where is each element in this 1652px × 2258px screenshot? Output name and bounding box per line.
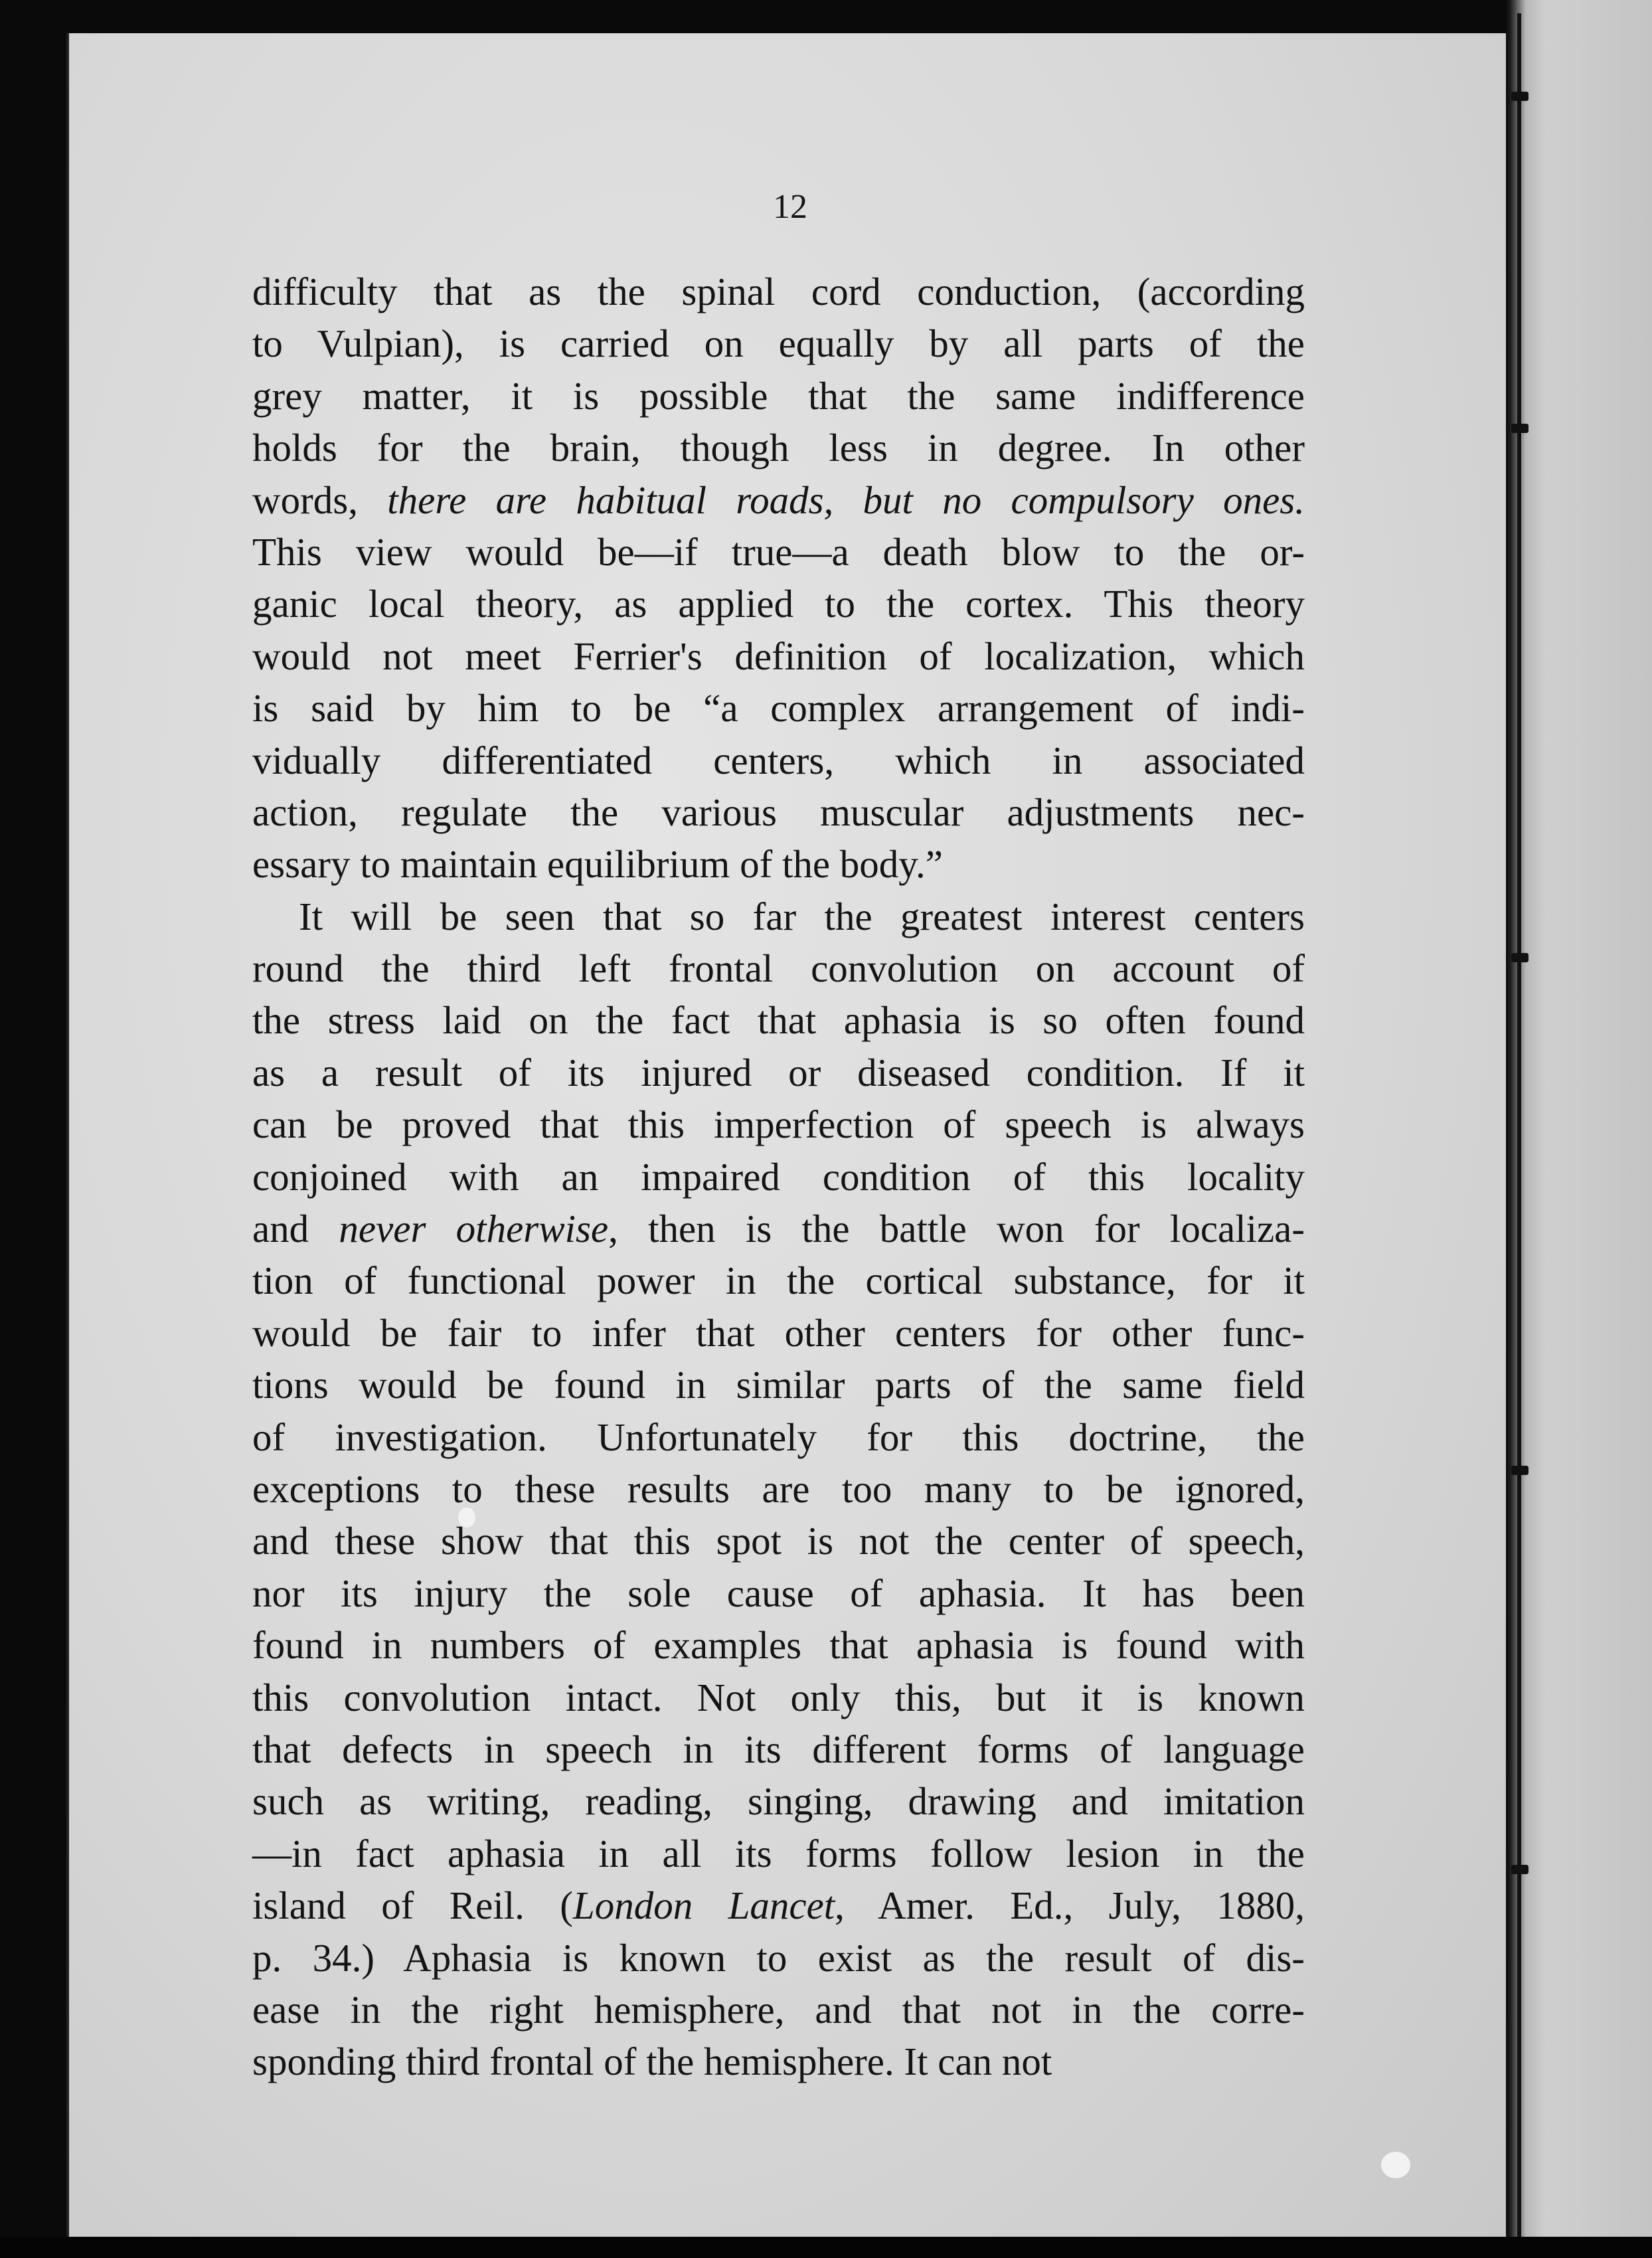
text-run: ganic local theory, as applied to the cortex. This theory xyxy=(252,582,1305,626)
text-line xyxy=(252,1879,1305,1931)
text-line xyxy=(252,1047,1305,1098)
binding-stitch xyxy=(1511,1466,1528,1475)
text-line xyxy=(252,994,1305,1046)
text-run: found in numbers of examples that aphasia is found with xyxy=(252,1623,1305,1668)
text-run: tion of functional power in the cortical substance, for it xyxy=(252,1259,1305,1303)
text-line xyxy=(252,1828,1305,1879)
text-line xyxy=(252,1515,1305,1567)
text-run: round the third left frontal convolution on account of xyxy=(252,946,1305,991)
text-run: to Vulpian), is carried on equally by all parts of the xyxy=(252,321,1305,366)
text-line xyxy=(252,838,1305,890)
text-run: island of Reil. ( xyxy=(252,1883,573,1928)
text-line xyxy=(252,1463,1305,1515)
text-line xyxy=(252,1255,1305,1306)
text-run: tions would be found in similar parts of the same field xyxy=(252,1363,1305,1407)
text-line xyxy=(252,1723,1305,1775)
italic-phrase: London Lancet xyxy=(572,1883,835,1928)
text-run: holds for the brain, though less in degree. In other xyxy=(252,426,1305,470)
adjacent-page-edge xyxy=(1506,0,1652,2258)
text-line xyxy=(252,1203,1305,1255)
text-line xyxy=(252,1984,1305,2036)
italic-phrase: never otherwise xyxy=(339,1207,609,1251)
text-line xyxy=(252,2036,1305,2087)
text-line xyxy=(252,682,1305,734)
text-line xyxy=(252,630,1305,682)
text-line xyxy=(252,1932,1305,1984)
text-line xyxy=(252,1411,1305,1463)
text-run: the stress laid on the fact that aphasia is so often found xyxy=(252,998,1305,1043)
text-run: exceptions to these results are too many to be ignored, xyxy=(252,1466,1305,1511)
text-line xyxy=(252,1567,1305,1619)
text-line xyxy=(252,317,1305,369)
text-run: as a result of its injured or diseased condition. If it xyxy=(252,1050,1305,1094)
text-line xyxy=(252,891,1305,942)
text-run: p. 34.) Aphasia is known to exist as the result of dis- xyxy=(252,1935,1305,1980)
text-line xyxy=(252,266,1305,317)
text-line xyxy=(252,1775,1305,1827)
paper-blemish xyxy=(1381,2152,1410,2178)
text-run: and these show that this spot is not the center of speech, xyxy=(252,1519,1305,1563)
text-run: This view would be—if true—a death blow to the or- xyxy=(252,529,1305,574)
text-line xyxy=(252,474,1305,526)
italic-phrase: there are habitual roads, but no compulsory ones. xyxy=(387,478,1305,522)
body-text xyxy=(252,266,1305,2088)
binding-stitch xyxy=(1511,92,1528,101)
text-run: words, xyxy=(252,478,388,522)
text-run: that defects in speech in its different forms of language xyxy=(252,1727,1305,1771)
text-line xyxy=(252,578,1305,630)
text-run: conjoined with an impaired condition of this locality xyxy=(252,1154,1305,1199)
text-line xyxy=(252,422,1305,474)
binding-stitch xyxy=(1511,424,1528,433)
text-run: would not meet Ferrier's definition of localization, which xyxy=(252,634,1305,678)
text-line xyxy=(252,1619,1305,1671)
text-line xyxy=(252,786,1305,838)
text-run: grey matter, it is possible that the same indifference xyxy=(252,373,1305,418)
text-run: nor its injury the sole cause of aphasia. It has been xyxy=(252,1571,1305,1615)
text-run: , then is the battle won for localiza- xyxy=(608,1207,1305,1251)
binding-spine xyxy=(1517,13,1521,2251)
text-run: of investigation. Unfortunately for this doctrine, the xyxy=(252,1415,1305,1459)
text-line xyxy=(252,370,1305,422)
text-run: It will be seen that so far the greatest interest centers xyxy=(299,894,1305,938)
text-run: ease in the right hemisphere, and that not in the corre- xyxy=(252,1987,1305,2032)
page-number: 12 xyxy=(773,188,807,226)
binding-stitch xyxy=(1511,953,1528,962)
text-line xyxy=(252,1151,1305,1203)
text-line xyxy=(252,1307,1305,1359)
text-run: action, regulate the various muscular adjustments nec- xyxy=(252,790,1305,834)
text-run: —in fact aphasia in all its forms follow lesion in the xyxy=(252,1831,1305,1875)
text-line xyxy=(252,1359,1305,1411)
text-line xyxy=(252,1672,1305,1723)
text-line xyxy=(252,735,1305,786)
text-run: , Amer. Ed., July, 1880, xyxy=(835,1883,1305,1928)
text-run: would be fair to infer that other centers for other func- xyxy=(252,1310,1305,1355)
text-run: difficulty that as the spinal cord conduction, (according xyxy=(252,270,1305,313)
text-run: and xyxy=(252,1207,339,1251)
text-line xyxy=(252,1098,1305,1150)
text-run: vidually differentiated centers, which in associated xyxy=(252,738,1305,782)
text-run: such as writing, reading, singing, drawing and imitation xyxy=(252,1779,1305,1824)
text-run: sponding third frontal of the hemisphere. It can not xyxy=(252,2040,1052,2084)
text-run: essary to maintain equilibrium of the body.” xyxy=(252,842,943,887)
binding-stitch xyxy=(1511,1865,1528,1874)
text-line xyxy=(252,942,1305,994)
text-run: this convolution intact. Not only this, but it is known xyxy=(252,1675,1305,1719)
text-line xyxy=(252,526,1305,578)
scan-bottom-border xyxy=(0,2237,1652,2258)
text-run: is said by him to be “a complex arrangement of indi- xyxy=(252,686,1305,731)
text-run: can be proved that this imperfection of speech is always xyxy=(252,1102,1305,1147)
